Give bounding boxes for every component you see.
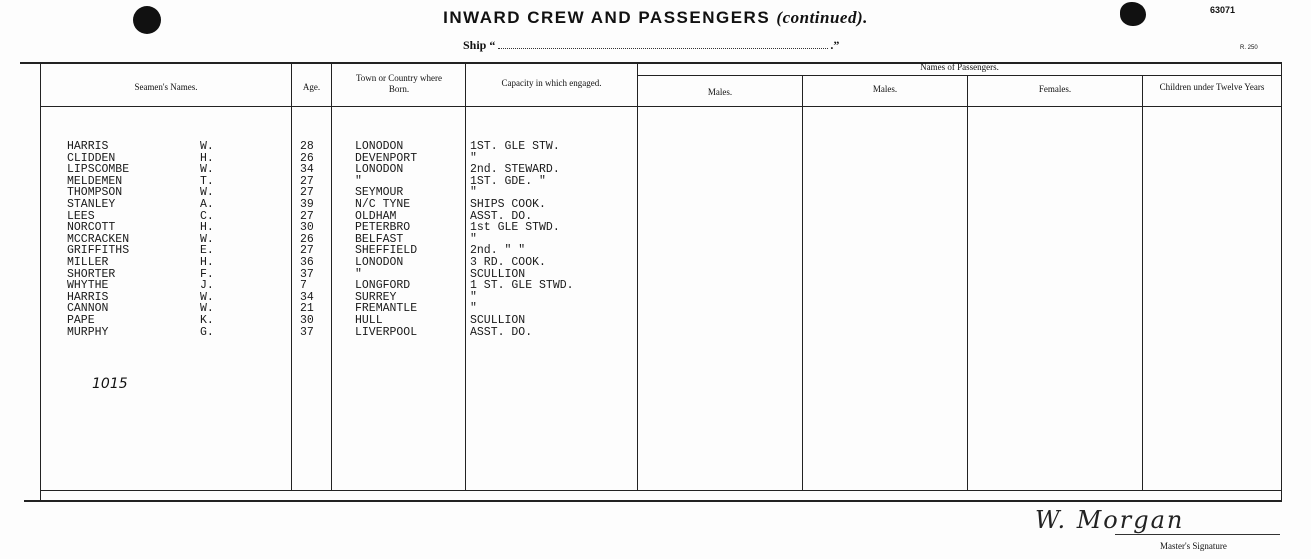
- signature-label: Master's Signature: [1160, 541, 1227, 551]
- crew-name: MURPHY: [67, 325, 109, 339]
- crew-capacity: 2nd. STEWARD.: [470, 163, 560, 177]
- header-males-2: Males.: [872, 84, 898, 94]
- ship-field: [463, 38, 839, 53]
- crew-age: 39: [300, 198, 314, 211]
- crew-name: CLIDDEN: [67, 151, 116, 165]
- crew-birthplace: SEYMOUR: [355, 186, 404, 200]
- crew-initial: C.: [200, 209, 214, 223]
- crew-capacity: 1st GLE STWD.: [470, 221, 560, 235]
- col-divider-right: [1281, 63, 1282, 502]
- crew-capacity: ": [470, 186, 477, 200]
- page-title: [0, 8, 1311, 28]
- crew-initial: H.: [200, 221, 214, 235]
- crew-name: THOMPSON: [67, 186, 123, 200]
- crew-age: 34: [300, 290, 314, 304]
- crew-initial: W.: [200, 186, 214, 200]
- header-bottom-rule: [40, 106, 1282, 107]
- crew-birthplace: SURREY: [355, 290, 397, 304]
- title-main: INWARD CREW AND PASSENGERS: [443, 8, 771, 27]
- crew-capacity: ": [470, 151, 477, 165]
- form-number: 63071: [1210, 5, 1236, 15]
- crew-row: [0, 326, 640, 339]
- crew-age: 21: [300, 302, 314, 316]
- header-passengers-group: Names of Passengers.: [920, 62, 999, 72]
- crew-initial: G.: [200, 325, 214, 339]
- col-divider-males2: [802, 76, 803, 490]
- signature-line: [1115, 534, 1280, 535]
- crew-capacity: 3 RD. COOK.: [470, 256, 546, 269]
- title-continued: (continued).: [776, 8, 868, 27]
- handwritten-annotation: 1015: [92, 376, 128, 392]
- crew-initial: W.: [200, 232, 214, 246]
- crew-age: 26: [300, 232, 314, 246]
- crew-capacity: 1ST. GLE STW.: [470, 140, 560, 153]
- header-capacity: Capacity in which engaged.: [501, 78, 602, 88]
- crew-capacity: SHIPS COOK.: [470, 198, 546, 211]
- crew-initial: T.: [200, 174, 214, 188]
- header-children: Children under Twelve Years: [1159, 82, 1265, 92]
- crew-name: PAPE: [67, 314, 95, 327]
- crew-name: NORCOTT: [67, 221, 116, 235]
- crew-initial: F.: [200, 267, 214, 281]
- crew-initial: W.: [200, 163, 214, 177]
- header-males-1: Males.: [707, 87, 733, 97]
- crew-age: 27: [300, 186, 314, 200]
- crew-age: 27: [300, 209, 314, 223]
- crew-name: HARRIS: [67, 290, 109, 304]
- crew-capacity: ASST. DO.: [470, 325, 533, 339]
- crew-name: MELDEMEN: [67, 174, 123, 188]
- crew-capacity: ": [470, 232, 477, 246]
- header-town: Town or Country where Born.: [355, 73, 443, 94]
- header-seamen-names: Seamen's Names.: [134, 82, 198, 92]
- crew-birthplace: DEVENPORT: [355, 151, 418, 165]
- crew-capacity: 1 ST. GLE STWD.: [470, 279, 574, 293]
- table-bottom-rule-2: [24, 500, 1282, 502]
- crew-birthplace: OLDHAM: [355, 209, 397, 223]
- crew-birthplace: FREMANTLE: [355, 302, 418, 316]
- crew-capacity: ": [470, 302, 477, 316]
- crew-name: WHYTHE: [67, 279, 109, 293]
- crew-name: MCCRACKEN: [67, 232, 130, 246]
- crew-name: STANLEY: [67, 198, 116, 211]
- crew-age: 37: [300, 267, 314, 281]
- crew-capacity: ASST. DO.: [470, 209, 533, 223]
- crew-birthplace: LONGFORD: [355, 279, 411, 293]
- crew-birthplace: LONODON: [355, 163, 404, 177]
- crew-age: 34: [300, 163, 314, 177]
- crew-initial: H.: [200, 151, 214, 165]
- header-age: Age.: [302, 82, 321, 92]
- crew-capacity: 1ST. GDE. ": [470, 174, 546, 188]
- crew-name: GRIFFITHS: [67, 244, 130, 258]
- crew-age: 7: [300, 279, 307, 293]
- crew-name: SHORTER: [67, 267, 116, 281]
- crew-name: LIPSCOMBE: [67, 163, 130, 177]
- crew-birthplace: SHEFFIELD: [355, 244, 418, 258]
- master-signature: W. Morgan: [1035, 506, 1185, 534]
- crew-age: 27: [300, 174, 314, 188]
- crew-name: HARRIS: [67, 140, 109, 153]
- crew-birthplace: LIVERPOOL: [355, 325, 418, 339]
- crew-initial: W.: [200, 140, 214, 153]
- crew-initial: J.: [200, 279, 214, 293]
- crew-capacity: ": [470, 290, 477, 304]
- crew-birthplace: PETERBRO: [355, 221, 411, 235]
- crew-age: 30: [300, 314, 314, 327]
- crew-initial: W.: [200, 302, 214, 316]
- crew-age: 30: [300, 221, 314, 235]
- crew-age: 36: [300, 256, 314, 269]
- crew-age: 37: [300, 325, 314, 339]
- crew-name: CANNON: [67, 302, 109, 316]
- crew-birthplace: LONODON: [355, 140, 404, 153]
- ship-open-quote: “: [489, 38, 496, 52]
- ship-blank: [498, 39, 828, 49]
- crew-birthplace: ": [355, 174, 362, 188]
- crew-birthplace: N/C TYNE: [355, 198, 411, 211]
- col-divider-children: [1142, 76, 1143, 490]
- crew-capacity: SCULLION: [470, 314, 526, 327]
- crew-initial: W.: [200, 290, 214, 304]
- table-bottom-rule-1: [40, 490, 1282, 491]
- passenger-header-rule: [638, 75, 1282, 76]
- crew-initial: H.: [200, 256, 214, 269]
- ship-close-quote: .”: [830, 38, 840, 52]
- crew-age: 27: [300, 244, 314, 258]
- header-females: Females.: [1038, 84, 1072, 94]
- crew-initial: K.: [200, 314, 214, 327]
- crew-name: MILLER: [67, 256, 109, 269]
- crew-initial: E.: [200, 244, 214, 258]
- col-divider-females: [967, 76, 968, 490]
- crew-birthplace: ": [355, 267, 362, 281]
- crew-birthplace: HULL: [355, 314, 383, 327]
- crew-name: LEES: [67, 209, 95, 223]
- ship-label: Ship: [463, 38, 487, 52]
- crew-capacity: 2nd. " ": [470, 244, 526, 258]
- crew-age: 28: [300, 140, 314, 153]
- crew-birthplace: LONODON: [355, 256, 404, 269]
- crew-age: 26: [300, 151, 314, 165]
- crew-capacity: SCULLION: [470, 267, 526, 281]
- small-code: R. 250: [1240, 45, 1258, 51]
- crew-initial: A.: [200, 198, 214, 211]
- crew-birthplace: BELFAST: [355, 232, 404, 246]
